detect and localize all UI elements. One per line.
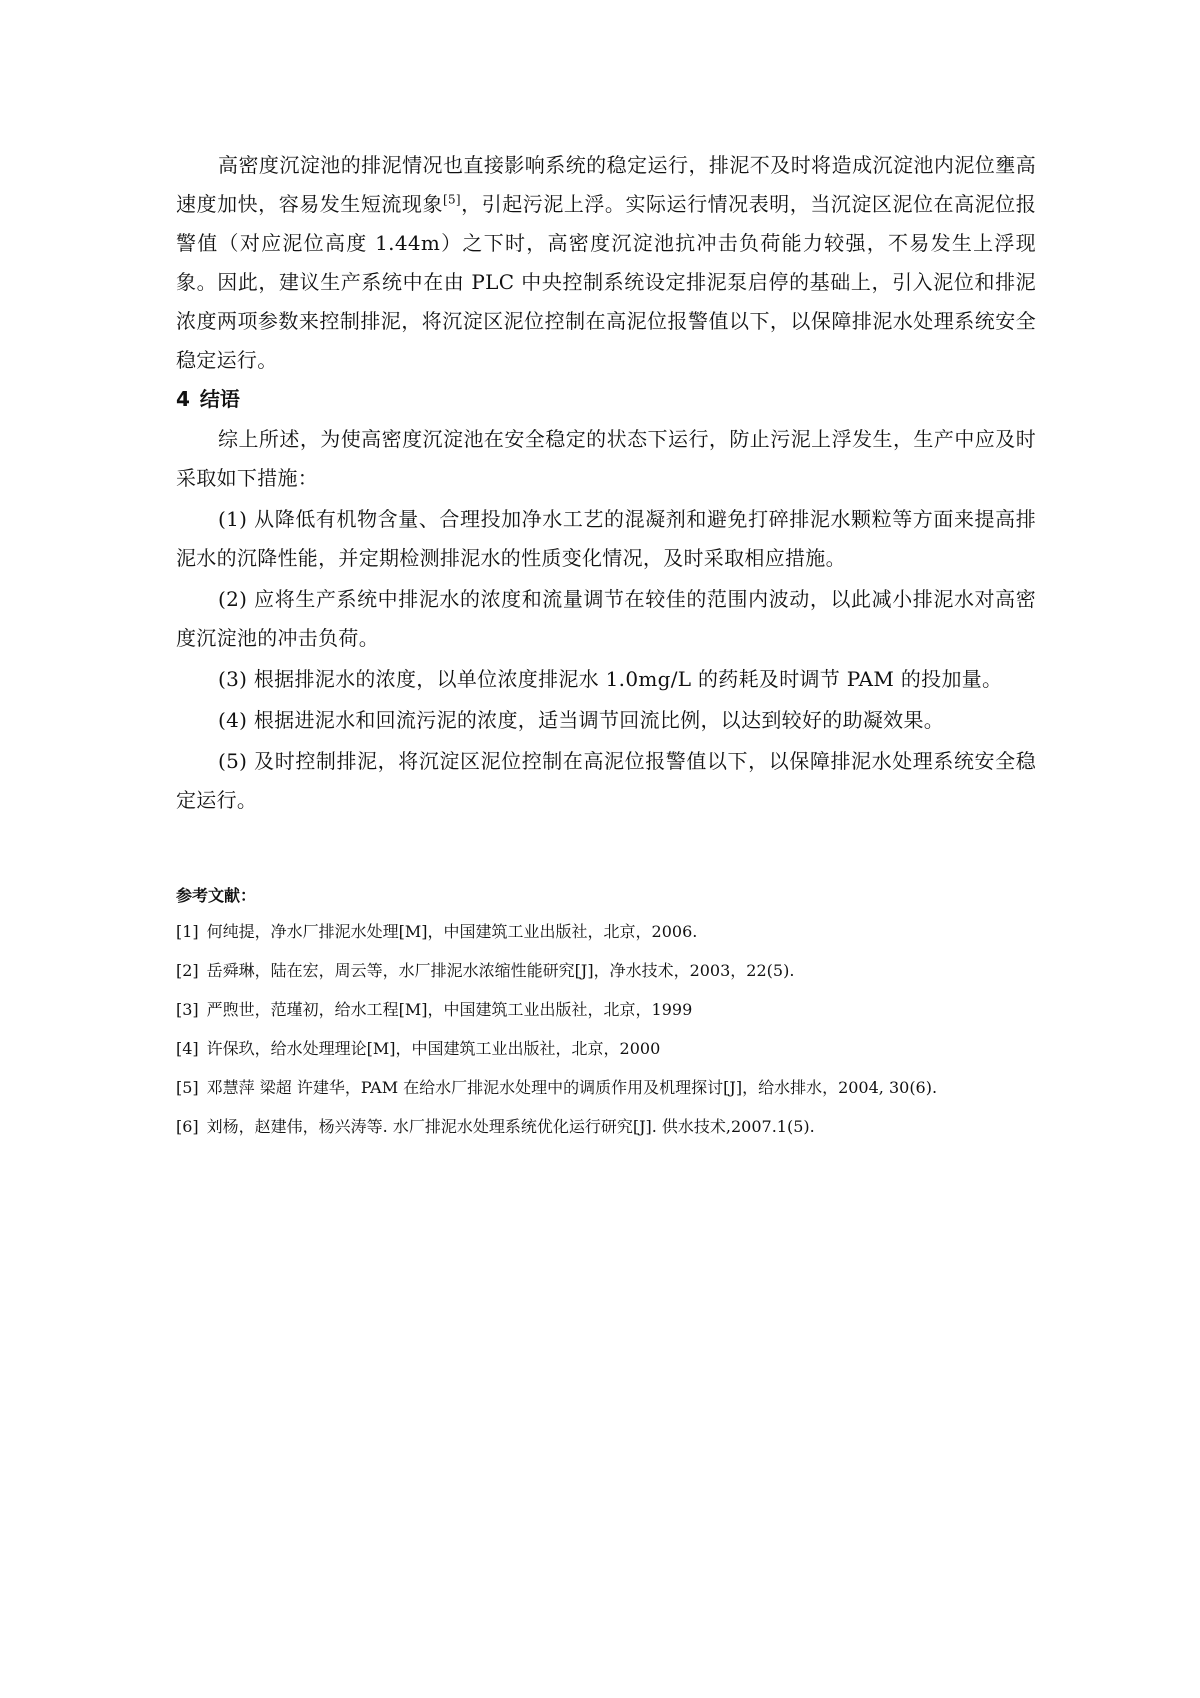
conclusion-intro: 综上所述，为使高密度沉淀池在安全稳定的状态下运行，防止污泥上浮发生，生产中应及时采取如下措施： <box>176 427 1036 490</box>
conclusion-item-2: (2) 应将生产系统中排泥水的浓度和流量调节在较佳的范围内波动，以此减小排泥水对高密度沉淀池的冲击负荷。 <box>176 587 1036 650</box>
body-paragraph <box>176 146 1036 380</box>
conclusion-item-4: (4) 根据进泥水和回流污泥的浓度，适当调节回流比例，以达到较好的助凝效果。 <box>218 708 945 732</box>
references-title: 参考文献： <box>176 886 257 905</box>
reference-text: 许保玖，给水处理理论[M]，中国建筑工业出版社，北京，2000 <box>206 1039 661 1058</box>
references-section <box>176 884 1036 1139</box>
citation-marker: [5] <box>443 192 461 207</box>
conclusion-item-5: (5) 及时控制排泥，将沉淀区泥位控制在高泥位报警值以下，以保障排泥水处理系统安全稳定运行。 <box>176 749 1036 812</box>
reference-item <box>176 920 1036 944</box>
body-paragraph-text-a: 高密度沉淀池的排泥情况也直接影响系统的稳定运行，排泥不及时将造成沉淀池内泥位壅高速度加快，容易发生短流现象 <box>176 153 1036 216</box>
reference-item <box>176 1037 1036 1061</box>
reference-item <box>176 959 1036 983</box>
section-title: 结语 <box>199 387 240 411</box>
reference-index: [4] <box>176 1039 199 1058</box>
reference-index: [2] <box>176 961 199 980</box>
reference-index: [5] <box>176 1078 199 1097</box>
reference-text: 何纯提，净水厂排泥水处理[M]，中国建筑工业出版社，北京，2006. <box>206 922 698 941</box>
section-heading <box>176 384 1036 414</box>
reference-index: [1] <box>176 922 199 941</box>
section-number: 4 <box>176 387 190 411</box>
reference-index: [3] <box>176 1000 199 1019</box>
body-paragraph-text-b: ，引起污泥上浮。实际运行情况表明，当沉淀区泥位在高泥位报警值（对应泥位高度 1.44m）之下时，高密度沉淀池抗冲击负荷能力较强，不易发生上浮现象。因此，建议生产系统中在由 PLC 中央控制系统设定排泥泵启停的基础上，引入泥位和排泥浓度两项参数来控制排泥，将沉淀区泥位控制在高泥位报警值以下，以保障排泥水处理系统安全稳定运行。 <box>176 192 1037 372</box>
reference-item <box>176 998 1036 1022</box>
conclusion-item-3: (3) 根据排泥水的浓度，以单位浓度排泥水 1.0mg/L 的药耗及时调节 PAM 的投加量。 <box>218 667 1003 691</box>
reference-item <box>176 1115 1036 1139</box>
reference-text: 岳舜琳，陆在宏，周云等，水厂排泥水浓缩性能研究[J]，净水技术，2003，22(5). <box>206 961 795 980</box>
reference-text: 严煦世，范瑾初，给水工程[M]，中国建筑工业出版社，北京，1999 <box>206 1000 693 1019</box>
reference-text: 刘杨，赵建伟，杨兴涛等. 水厂排泥水处理系统优化运行研究[J]. 供水技术,2007.1(5). <box>206 1117 815 1136</box>
reference-text: 邓慧萍 梁超 许建华，PAM 在给水厂排泥水处理中的调质作用及机理探讨[J]，给水排水，2004, 30(6). <box>206 1078 938 1097</box>
reference-index: [6] <box>176 1117 199 1136</box>
reference-item <box>176 1076 1036 1100</box>
conclusion-item-1: (1) 从降低有机物含量、合理投加净水工艺的混凝剂和避免打碎排泥水颗粒等方面来提高排泥水的沉降性能，并定期检测排泥水的性质变化情况，及时采取相应措施。 <box>176 507 1036 570</box>
document-page <box>176 146 1036 1154</box>
